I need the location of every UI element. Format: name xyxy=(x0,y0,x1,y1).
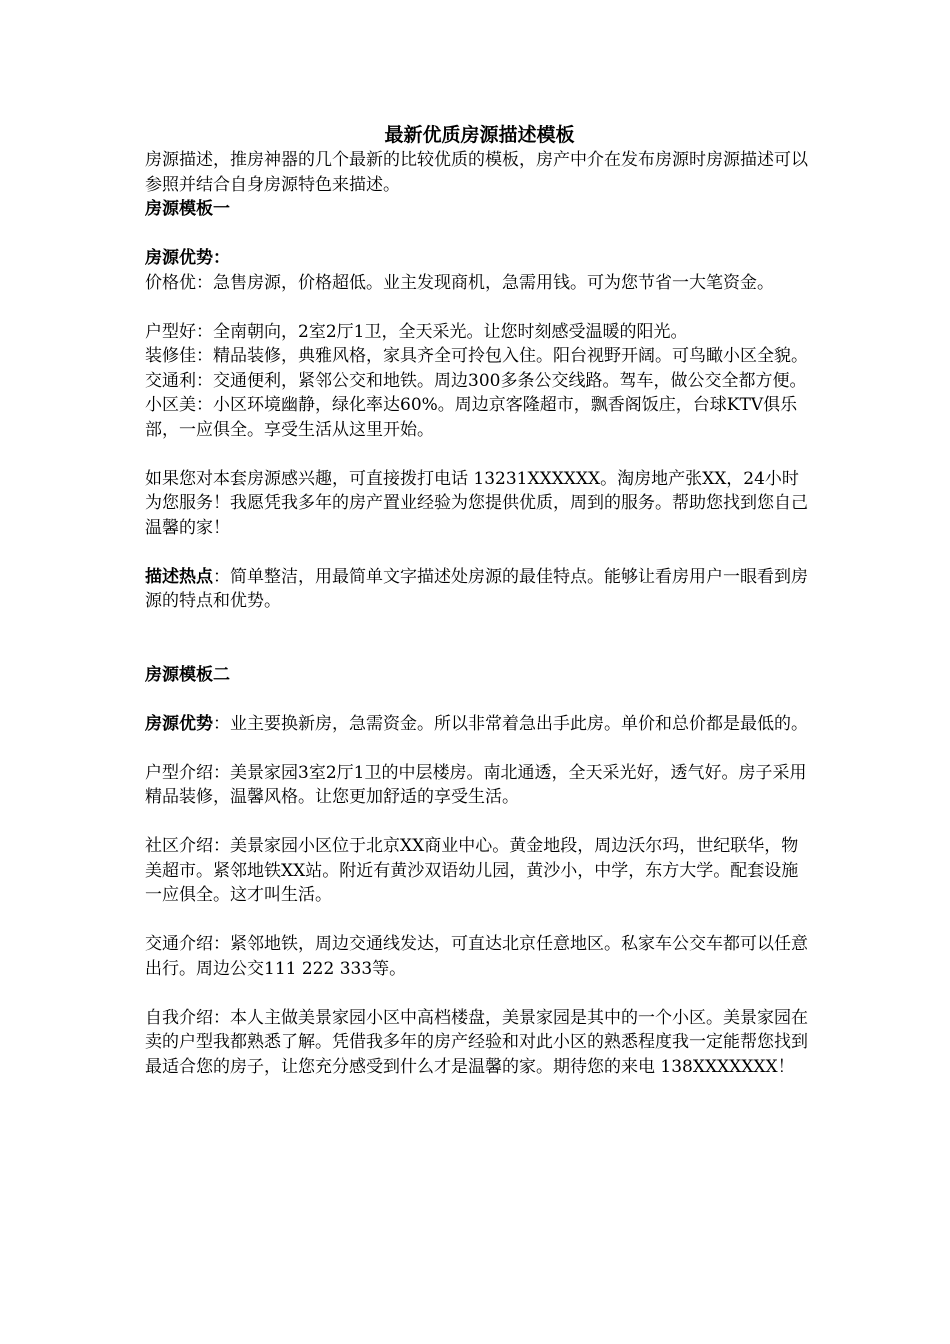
template1-price: 价格优：急售房源，价格超低。业主发现商机，急需用钱。可为您节省一大笔资金。 xyxy=(145,272,774,293)
template2-community: 社区介绍：美景家园小区位于北京XX商业中心。黄金地段，周边沃尔玛，世纪联华，物美超市。紧邻地铁XX站。附近有黄沙双语幼儿园，黄沙小，中学，东方大学。配套设施一应俱全。这才叫生活。 xyxy=(145,836,799,905)
template1-heading: 房源模板一 xyxy=(145,199,230,219)
spacer xyxy=(145,442,810,467)
template2-advantage xyxy=(145,712,810,737)
spacer xyxy=(145,908,810,933)
spacer xyxy=(145,222,810,247)
advantage-text: ：业主要换新房，急需资金。所以非常着急出手此房。单价和总价都是最低的。 xyxy=(213,713,808,734)
spacer xyxy=(145,810,810,835)
advantage-label: 房源优势 xyxy=(145,713,213,734)
template1-layout: 户型好：全南朝向，2室2厅1卫，全天采光。让您时刻感受温暖的阳光。 xyxy=(145,321,688,342)
template1-traffic: 交通利：交通便利，紧邻公交和地铁。周边300多条公交线路。驾车，做公交全都方便。 xyxy=(145,370,807,391)
intro-paragraph: 房源描述，推房神器的几个最新的比较优质的模板，房产中介在发布房源时房源描述可以参照并结合自身房源特色来描述。 xyxy=(145,150,808,195)
template2-layout: 户型介绍：美景家园3室2厅1卫的中层楼房。南北通透，全天采光好，透气好。房子采用精品装修，温馨风格。让您更加舒适的享受生活。 xyxy=(145,762,807,807)
hotspot-text: ：简单整洁，用最简单文字描述处房源的最佳特点。能够让看房用户一眼看到房源的特点和优势。 xyxy=(145,566,808,611)
document-page xyxy=(145,122,810,1079)
template2-self-intro: 自我介绍：本人主做美景家园小区中高档楼盘，美景家园是其中的一个小区。美景家园在卖的户型我都熟悉了解。凭借我多年的房产经验和对此小区的熟悉程度我一定能帮您找到最适合您的房子，让您充分感受到什么才是温馨的家。期待您的来电 138XXXXXXX！ xyxy=(145,1007,808,1077)
spacer xyxy=(145,540,810,565)
template1-advantage-label: 房源优势： xyxy=(145,248,230,268)
template2-traffic: 交通介绍：紧邻地铁，周边交通线发达，可直达北京任意地区。私家车公交车都可以任意出行。周边公交111 222 333等。 xyxy=(145,934,808,979)
spacer xyxy=(145,295,810,320)
spacer xyxy=(145,736,810,761)
page-title: 最新优质房源描述模板 xyxy=(384,124,575,146)
hotspot-label: 描述热点 xyxy=(145,566,213,587)
template1-hotspot xyxy=(145,565,810,614)
template2-heading: 房源模板二 xyxy=(145,664,230,685)
spacer xyxy=(145,687,810,712)
template1-decor: 装修佳：精品装修，典雅风格，家具齐全可拎包入住。阳台视野开阔。可鸟瞰小区全貌。 xyxy=(145,346,808,366)
template1-community: 小区美：小区环境幽静，绿化率达60%。周边京客隆超市，飘香阁饭庄，台球KTV俱乐部，一应俱全。享受生活从这里开始。 xyxy=(145,395,798,440)
spacer xyxy=(145,981,810,1006)
spacer xyxy=(145,614,810,663)
template1-contact: 如果您对本套房源感兴趣，可直接拨打电话 13231XXXXXX。淘房地产张XX，24小时为您服务！我愿凭我多年的房产置业经验为您提供优质，周到的服务。帮助您找到您自己温馨的家！ xyxy=(145,468,808,538)
